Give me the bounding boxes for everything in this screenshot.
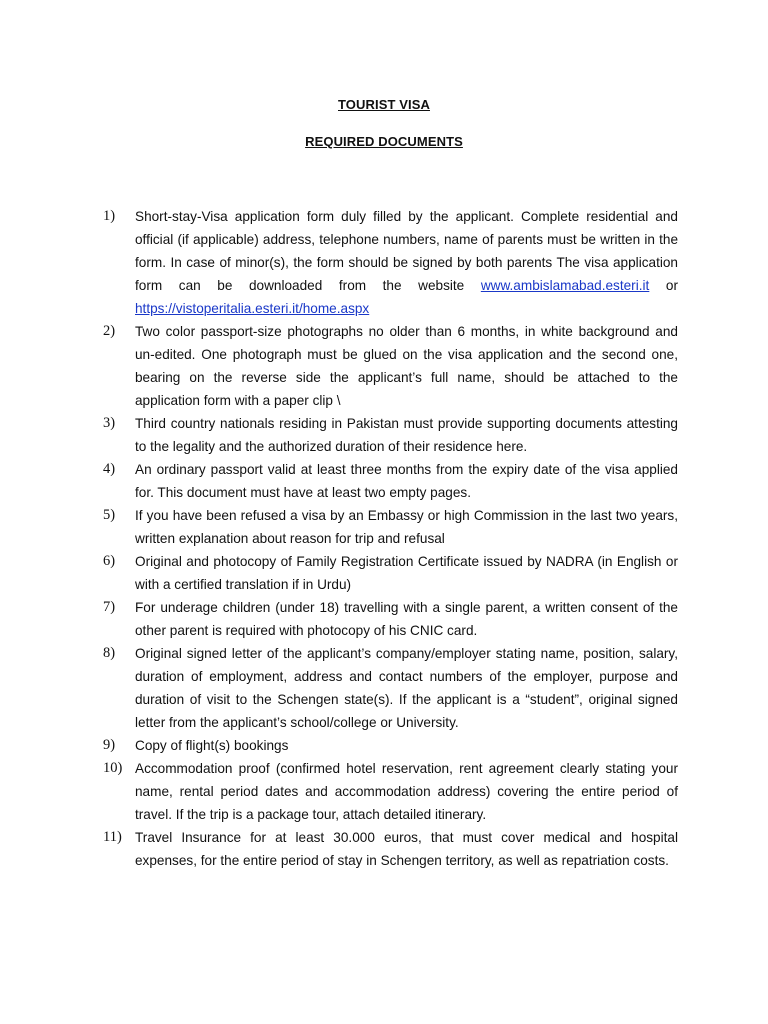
item-text: Two color passport-size photographs no older than 6 months, in white background and un-edited. One photograph must be glued on the visa application and the second one, bearing on the reverse side the applicant’s full name, should be attached to the application form with a paper clip \ xyxy=(135,324,678,408)
document-subtitle: REQUIRED DOCUMENTS xyxy=(305,134,463,149)
item-text: Copy of flight(s) bookings xyxy=(135,738,289,753)
required-documents-list xyxy=(103,205,678,872)
item-number: 9) xyxy=(103,737,116,753)
item-number: 2) xyxy=(103,323,116,339)
item-text: Original and photocopy of Family Registration Certificate issued by NADRA (in English or with a certified translation if in Urdu) xyxy=(135,554,678,592)
item-number: 7) xyxy=(103,599,116,615)
list-item-5 xyxy=(103,504,678,550)
list-item-9 xyxy=(103,734,678,757)
document-title: TOURIST VISA xyxy=(338,97,430,112)
item-number: 5) xyxy=(103,507,116,523)
item-text: If you have been refused a visa by an Embassy or high Commission in the last two years, written explanation about reason for trip and refusal xyxy=(135,508,678,546)
item-text: Third country nationals residing in Pakistan must provide supporting documents attesting to the legality and the authorized duration of their residence here. xyxy=(135,416,678,454)
list-item-11 xyxy=(103,826,678,872)
link-connector: or xyxy=(649,278,678,293)
item-number: 11) xyxy=(103,829,122,845)
item-text: An ordinary passport valid at least three months from the expiry date of the visa applied for. This document must have at least two empty pages. xyxy=(135,462,678,500)
list-item-10 xyxy=(103,757,678,826)
item-text: Short-stay-Visa application form duly filled by the applicant. Complete residential and official (if applicable) address, telephone numbers, name of parents must be written in the form. In case of minor(s), the form should be signed by both parents The visa application form can be downloaded from the website xyxy=(135,209,678,293)
item-text: For underage children (under 18) travelling with a single parent, a written consent of the other parent is required with photocopy of his CNIC card. xyxy=(135,600,678,638)
list-item-6 xyxy=(103,550,678,596)
list-item-7 xyxy=(103,596,678,642)
item-number: 10) xyxy=(103,760,123,776)
embassy-website-link[interactable]: www.ambislamabad.esteri.it xyxy=(480,278,650,293)
item-text: Accommodation proof (confirmed hotel reservation, rent agreement clearly stating your name, rental period dates and accommodation address) covering the entire period of travel. If the trip is a package tour, attach detailed itinerary. xyxy=(135,761,678,822)
item-text: Original signed letter of the applicant’s company/employer stating name, position, salary, duration of employment, address and contact numbers of the employer, purpose and duration of visit to the Schengen state(s). If the applicant is a “student”, original signed letter from the applicant’s school/college or University. xyxy=(135,646,678,730)
item-number: 1) xyxy=(103,208,116,224)
item-text: Travel Insurance for at least 30.000 euros, that must cover medical and hospital expenses, for the entire period of stay in Schengen territory, as well as repatriation costs. xyxy=(135,830,678,868)
list-item-8 xyxy=(103,642,678,734)
item-number: 6) xyxy=(103,553,116,569)
item-number: 8) xyxy=(103,645,116,661)
list-item-3 xyxy=(103,412,678,458)
item-number: 3) xyxy=(103,415,116,431)
item-number: 4) xyxy=(103,461,116,477)
list-item-2 xyxy=(103,320,678,412)
list-item-4 xyxy=(103,458,678,504)
list-item-1 xyxy=(103,205,678,320)
visa-portal-link[interactable]: https://vistoperitalia.esteri.it/home.aspx xyxy=(135,301,370,316)
